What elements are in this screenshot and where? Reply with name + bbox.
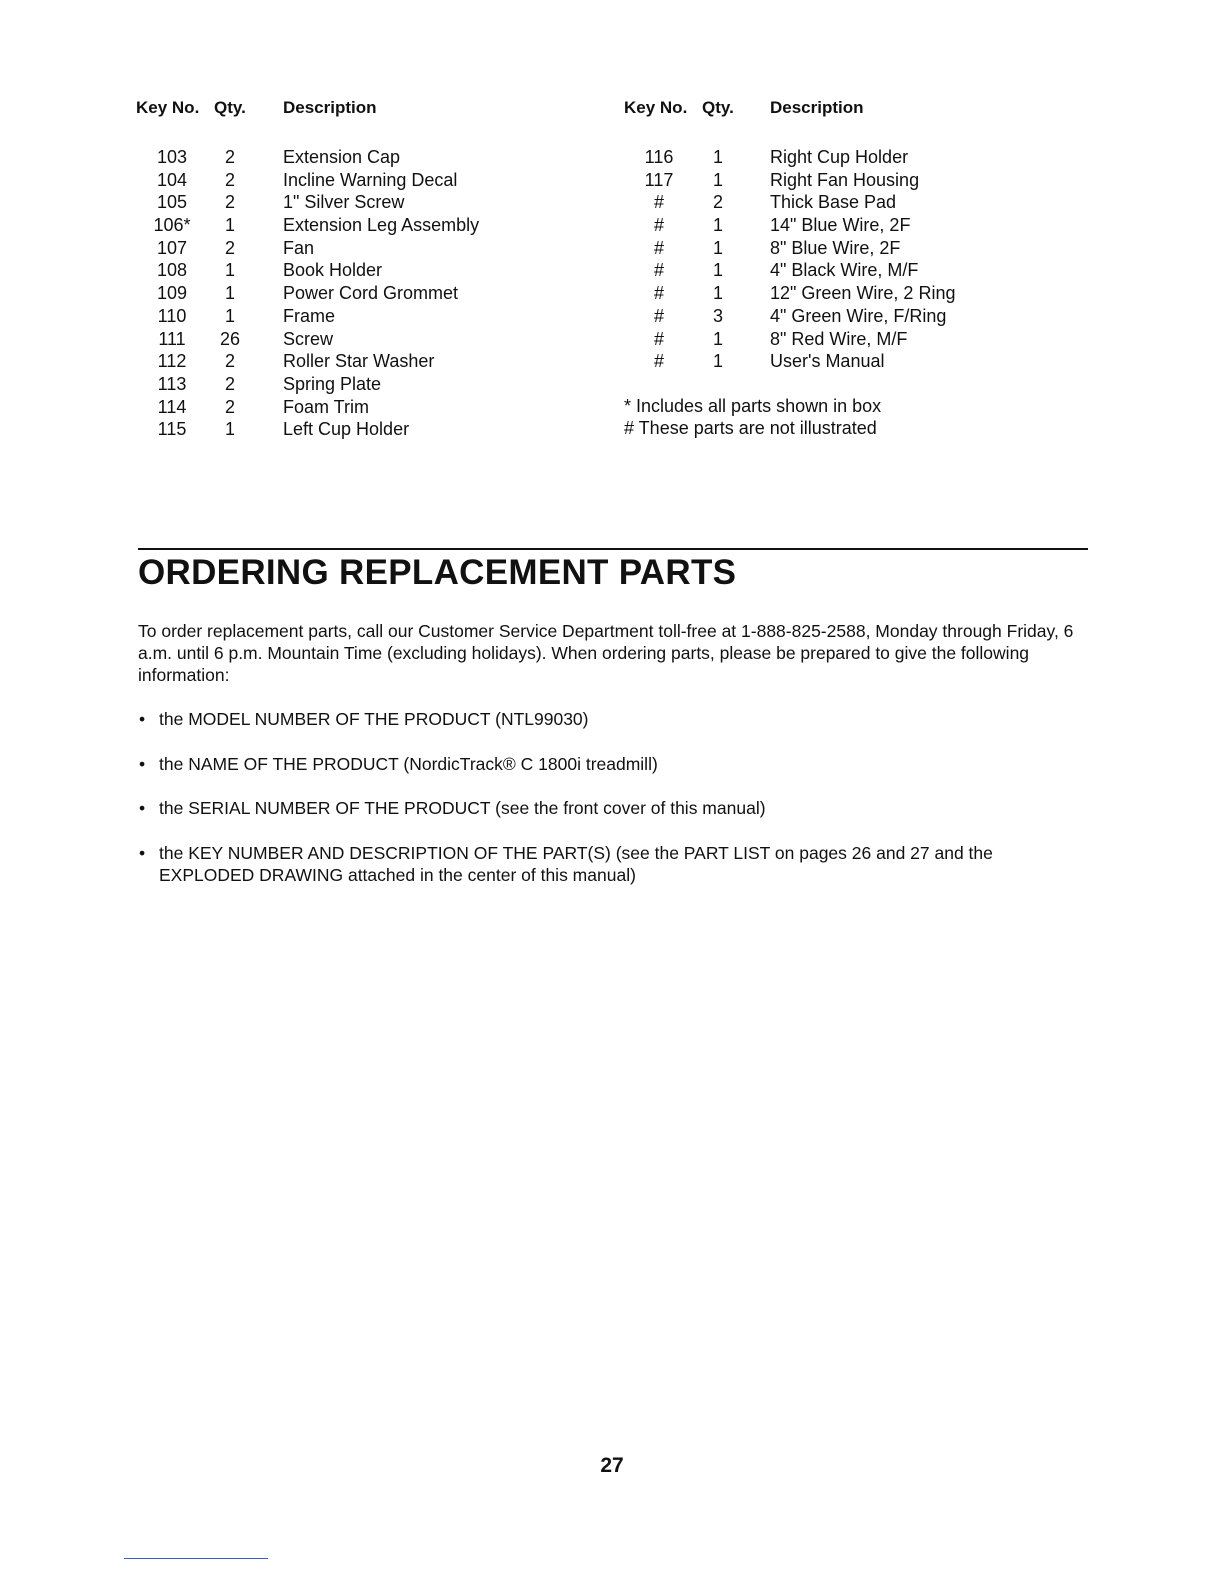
key-no-cell: 104 [156, 169, 188, 190]
footer-rule [124, 1558, 268, 1559]
key-no-header: Key No. [136, 98, 200, 117]
list-item [138, 842, 1083, 886]
qty-cell: 1 [712, 169, 723, 190]
description-cell: 8" Red Wire, M/F [770, 328, 908, 349]
qty-cell: 1 [712, 215, 723, 236]
qty-cell: 1 [224, 305, 235, 326]
description-cell: Roller Star Washer [283, 351, 435, 372]
bullet-icon: • [139, 842, 146, 863]
qty-cell: 3 [712, 305, 723, 326]
table-row [624, 237, 901, 260]
key-no-cell: # [653, 305, 664, 326]
description-cell: 8" Blue Wire, 2F [770, 237, 901, 258]
qty-cell: 2 [712, 192, 723, 213]
ordering-intro: To order replacement parts, call our Customer Service Department toll-free at 1-888-825-2588, Monday through Friday, 6 a.m. until 6 p.m. Mountain Time (excluding holidays). When ordering parts, please be prepared to give the following information: [138, 621, 1074, 685]
description-cell: Spring Plate [283, 373, 382, 394]
description-header: Description [770, 98, 864, 117]
note-not-illustrated: # These parts are not illustrated [624, 418, 877, 439]
note-included-in-box: * Includes all parts shown in box [624, 395, 882, 416]
key-no-cell: 106* [153, 215, 191, 236]
key-no-cell: # [653, 260, 664, 281]
list-item [138, 797, 1083, 819]
list-item [138, 708, 1083, 730]
list-item-text: the MODEL NUMBER OF THE PRODUCT (NTL99030) [159, 709, 589, 729]
qty-cell: 1 [712, 328, 723, 349]
description-header: Description [283, 98, 377, 117]
key-no-cell: 108 [156, 260, 188, 281]
qty-cell: 2 [224, 351, 235, 372]
table-row [624, 350, 885, 373]
key-no-cell: # [653, 215, 664, 236]
qty-cell: 1 [224, 283, 235, 304]
description-cell: Extension Leg Assembly [283, 215, 480, 236]
table-row [624, 214, 911, 237]
description-cell: Thick Base Pad [770, 192, 897, 213]
parts-list-right [624, 98, 956, 440]
key-no-cell: # [653, 351, 664, 372]
description-cell: User's Manual [770, 351, 885, 372]
description-cell: Foam Trim [283, 396, 370, 417]
table-row [624, 169, 920, 192]
qty-cell: 2 [224, 396, 235, 417]
description-cell: Book Holder [283, 260, 383, 281]
description-cell: 14" Blue Wire, 2F [770, 215, 911, 236]
key-no-cell: 116 [644, 147, 674, 167]
section-divider [138, 548, 1088, 550]
description-cell: Incline Warning Decal [283, 169, 458, 190]
parts-list-header [624, 98, 881, 122]
section-title: ORDERING REPLACEMENT PARTS [138, 553, 737, 592]
list-item-text: the SERIAL NUMBER OF THE PRODUCT (see the front cover of this manual) [159, 798, 766, 818]
qty-cell: 1 [712, 237, 723, 258]
key-no-cell: 105 [156, 192, 188, 213]
key-no-cell: 114 [157, 396, 187, 417]
qty-cell: 1 [712, 351, 723, 372]
key-no-cell: 113 [157, 373, 187, 394]
parts-notes [624, 395, 881, 440]
key-no-header: Key No. [624, 98, 688, 117]
key-no-cell: 112 [157, 351, 187, 372]
description-cell: Right Cup Holder [770, 147, 909, 167]
description-cell: 12" Green Wire, 2 Ring [770, 283, 956, 304]
bullet-icon: • [139, 709, 146, 729]
qty-cell: 1 [224, 419, 235, 440]
qty-cell: 2 [224, 192, 235, 213]
description-cell: 1" Silver Screw [283, 192, 405, 213]
qty-cell: 1 [712, 147, 723, 167]
table-row [624, 282, 956, 305]
list-item [138, 753, 1083, 775]
table-row [624, 328, 908, 351]
qty-header: Qty. [702, 98, 734, 117]
qty-cell: 2 [224, 373, 235, 394]
parts-rows-right [624, 146, 956, 373]
key-no-cell: 110 [157, 305, 187, 326]
description-cell: 4" Green Wire, F/Ring [770, 305, 947, 326]
description-cell: 4" Black Wire, M/F [770, 260, 919, 281]
qty-cell: 1 [224, 260, 235, 281]
ordering-info-list [138, 708, 1083, 908]
description-cell: Screw [283, 328, 334, 349]
description-cell: Fan [283, 237, 315, 258]
description-cell: Extension Cap [283, 147, 401, 167]
table-row [624, 191, 897, 214]
key-no-cell: 115 [157, 419, 187, 440]
qty-header: Qty. [214, 98, 246, 117]
key-no-cell: 117 [644, 169, 674, 190]
table-row [624, 259, 919, 282]
page-number: 27 [600, 1454, 624, 1477]
qty-cell: 2 [224, 169, 235, 190]
key-no-cell: 103 [156, 147, 188, 167]
list-item-text: the KEY NUMBER AND DESCRIPTION OF THE PART(S) (see the PART LIST on pages 26 and 27 and the EXPLODED DRAWING attached in the center of this manual) [159, 842, 993, 885]
key-no-cell: # [653, 283, 664, 304]
description-cell: Frame [283, 305, 336, 326]
qty-cell: 1 [712, 283, 723, 304]
table-row [624, 305, 947, 328]
table-row [624, 146, 909, 169]
bullet-icon: • [139, 798, 146, 818]
key-no-cell: # [653, 328, 664, 349]
description-cell: Power Cord Grommet [283, 283, 459, 304]
description-cell: Left Cup Holder [283, 419, 410, 440]
key-no-cell: 109 [156, 283, 188, 304]
qty-cell: 26 [219, 328, 241, 349]
qty-cell: 1 [224, 215, 235, 236]
qty-cell: 2 [224, 237, 235, 258]
qty-cell: 1 [712, 260, 723, 281]
key-no-cell: # [653, 237, 664, 258]
key-no-cell: 107 [156, 237, 188, 258]
key-no-cell: # [653, 192, 664, 213]
bullet-icon: • [139, 753, 146, 774]
description-cell: Right Fan Housing [770, 169, 920, 190]
list-item-text: the NAME OF THE PRODUCT (NordicTrack® C 1800i treadmill) [159, 753, 658, 774]
key-no-cell: 111 [158, 328, 186, 349]
qty-cell: 2 [224, 147, 235, 167]
